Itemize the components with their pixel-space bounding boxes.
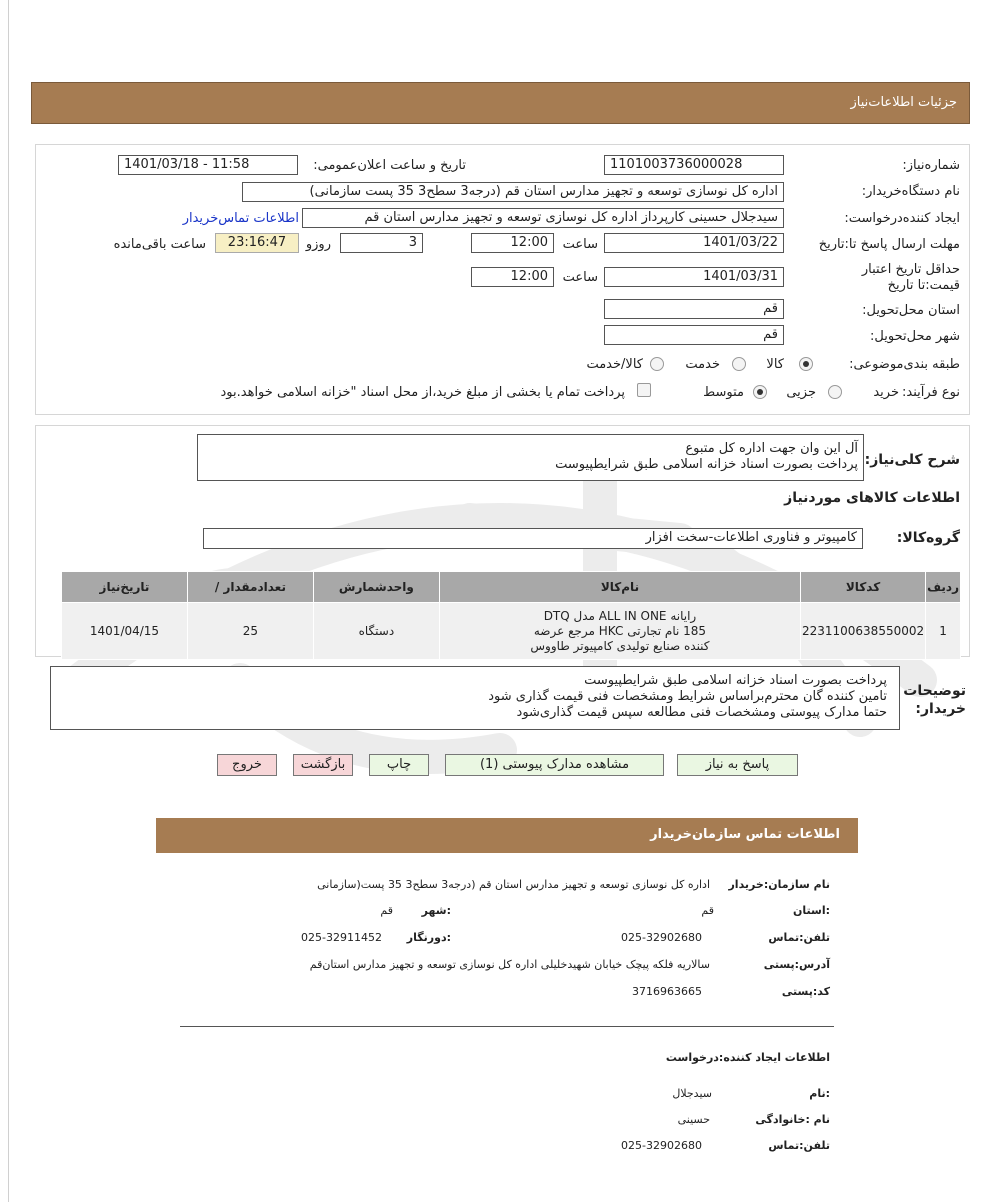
exit-button[interactable]: خروج [217, 754, 277, 776]
deadline-date-field: 1401/03/22 [604, 233, 784, 253]
buyer-notes-line-1: پرداخت بصورت اسناد خزانه اسلامی طبق شرایطپیوست [584, 673, 887, 688]
goods-info-title: اطلاعات کالاهای موردنیاز [784, 490, 960, 506]
col-code: کدکالا [800, 572, 925, 603]
buyer-contact-link[interactable]: اطلاعات تماس‌خریدار [182, 211, 299, 226]
contact-org-value: اداره کل نوسازی توسعه و تجهیز مدارس استان قم (درجه3 سطح3 35 پست(سازمانی [317, 878, 710, 891]
category-option-service: خدمت [685, 357, 720, 372]
buyer-notes-label: توضیحات خریدار: [903, 683, 966, 717]
contact-header-title: اطلاعات تماس سازمان‌خریدار [650, 827, 840, 842]
cell-name [439, 603, 800, 660]
creator-name-value: سیدجلال [672, 1087, 712, 1100]
reply-button[interactable]: پاسخ به نیاز [677, 754, 798, 776]
col-unit: واحدشمارش [313, 572, 439, 603]
contact-province-label: :استان [793, 904, 830, 917]
deadline-label: مهلت ارسال پاسخ تا:تاریخ [818, 237, 960, 252]
buyer-org-label: نام دستگاه‌خریدار: [861, 184, 960, 199]
buyer-notes-box [50, 666, 900, 730]
buyer-notes-line-2: تامین کننده گان محترم‌براساس شرایط و‌مشخصات فنی قیمت گذاری شود [488, 689, 887, 704]
need-number-label: شماره‌نیاز: [902, 158, 960, 173]
process-option-minor: جزیی [786, 385, 816, 400]
process-label: نوع فرآیند: [902, 385, 960, 400]
contact-province-value: قم [701, 904, 714, 917]
validity-time-field: 12:00 [471, 267, 554, 287]
contact-divider [180, 1026, 834, 1027]
col-qty: تعدادمقدار / [188, 572, 314, 603]
cell-name-line-1: رایانه ALL IN ONE مدل DTQ [543, 608, 697, 623]
cell-code: 2231100638550002 [800, 603, 925, 660]
city-field: قم [604, 325, 784, 345]
days-field: 3 [340, 233, 423, 253]
category-radio-goods[interactable] [799, 357, 813, 371]
process-option-purchase: خرید [873, 385, 899, 400]
category-option-goods: کالا [766, 357, 784, 372]
announce-field: 1401/03/18 - 11:58 [118, 155, 298, 175]
creator-family-value: حسینی [677, 1113, 710, 1126]
contact-org-label: نام سازمان‌:خریدار [728, 878, 830, 891]
goods-group-label: گروه‌کالا: [896, 530, 960, 546]
process-option-medium: متوسط [703, 385, 744, 400]
cell-qty: 25 [188, 603, 314, 660]
creator-name-label: :نام [809, 1087, 830, 1100]
cell-name-line-2: 185 نام تجارتی HKC مرجع عرضه [533, 623, 707, 638]
buyer-org-field: اداره کل نوسازی توسعه و تجهیز مدارس استان قم (درجه3 سطح3 35 پست سازمانی) [242, 182, 784, 202]
contact-address-label: آدرس‌:پستی [763, 958, 830, 971]
contact-city-value: قم [380, 904, 393, 917]
contact-city-label: :شهر [421, 904, 451, 917]
creator-label: ایجاد کننده‌درخواست: [844, 211, 960, 226]
contact-address-value: سالاریه فلکه پیچک خیابان شهیدخلیلی اداره کل نوسازی توسعه و تجهیز مدارس استان‌قم [309, 958, 710, 971]
contact-phone-value: 025-32902680 [621, 931, 702, 944]
need-number-field: 1101003736000028 [604, 155, 784, 175]
creator-info-title: اطلاعات ایجاد کننده‌:درخواست [665, 1051, 830, 1064]
deadline-time-field: 12:00 [471, 233, 554, 253]
announce-label: تاریخ و ساعت اعلان‌عمومی: [313, 158, 466, 173]
category-radio-both[interactable] [650, 357, 664, 371]
creator-field: سیدجلال حسینی کارپرداز اداره کل نوسازی توسعه و تجهیز مدارس استان قم [302, 208, 784, 228]
validity-time-label: ساعت [562, 270, 598, 285]
contact-postal-value: 3716963665 [632, 985, 702, 998]
remaining-label: ساعت باقی‌مانده [113, 237, 206, 252]
col-row: ردیف [926, 572, 961, 603]
back-button[interactable]: بازگشت [293, 754, 353, 776]
page-left-border [8, 0, 9, 1202]
table-row [62, 603, 961, 660]
contact-fax-label: :دورنگار [406, 931, 451, 944]
goods-table-header [62, 572, 961, 603]
details-header-title: جزئیات اطلاعات‌نیاز [850, 95, 957, 110]
col-date: تاریخ‌نیاز [62, 572, 188, 603]
summary-line-2: پرداخت بصورت اسناد خزانه اسلامی طبق شرایطپیوست [555, 457, 858, 472]
details-header-bar [31, 82, 970, 124]
treasury-payment-checkbox[interactable] [637, 383, 651, 397]
print-button[interactable]: چاپ [369, 754, 429, 776]
contact-fax-value: 025-32911452 [301, 931, 382, 944]
city-label: شهر محل‌تحویل: [870, 329, 960, 344]
cell-unit: دستگاه [313, 603, 439, 660]
col-name: نام‌کالا [439, 572, 800, 603]
process-radio-minor[interactable] [828, 385, 842, 399]
deadline-time-label: ساعت [562, 237, 598, 252]
process-radio-medium[interactable] [753, 385, 767, 399]
cell-date: 1401/04/15 [62, 603, 188, 660]
creator-phone-value: 025-32902680 [621, 1139, 702, 1152]
province-label: استان محل‌تحویل: [862, 303, 960, 318]
goods-table [61, 571, 961, 660]
treasury-payment-note: پرداخت تمام یا بخشی از مبلغ خرید،از محل اسناد "خزانه اسلامی خواهد.بود [220, 385, 625, 400]
summary-label: شرح کلی‌نیاز: [864, 452, 960, 468]
category-radio-service[interactable] [732, 357, 746, 371]
summary-box [197, 434, 864, 481]
remaining-timer: 23:16:47 [215, 233, 299, 253]
creator-family-label: نام :خانوادگی [755, 1113, 830, 1126]
category-label: طبقه بندی‌موضوعی: [849, 357, 960, 372]
contact-phone-label: تلفن‌:تماس [768, 931, 830, 944]
buyer-notes-line-3: حتما مدارک پیوستی و‌مشخصات فنی مطالعه سپس قیمت گذاری‌شود [516, 705, 887, 720]
goods-group-field: کامپیوتر و فناوری اطلاعات-سخت افزار [203, 528, 863, 549]
validity-label: حداقل تاریخ اعتبار قیمت:تا تاریخ [861, 262, 960, 293]
attachments-button[interactable]: مشاهده مدارک پیوستی (1) [445, 754, 664, 776]
contact-postal-label: کد‌:پستی [781, 985, 830, 998]
validity-date-field: 1401/03/31 [604, 267, 784, 287]
cell-row: 1 [926, 603, 961, 660]
category-option-both: کالا/خدمت [586, 357, 643, 372]
province-field: قم [604, 299, 784, 319]
days-label: روزو [305, 237, 331, 252]
creator-phone-label: تلفن‌:تماس [768, 1139, 830, 1152]
cell-name-line-3: کننده صنایع تولیدی کامپیوتر طاووس [530, 638, 710, 653]
contact-header-bar [156, 818, 858, 853]
summary-line-1: آل این وان جهت اداره کل متبوع [685, 441, 858, 456]
